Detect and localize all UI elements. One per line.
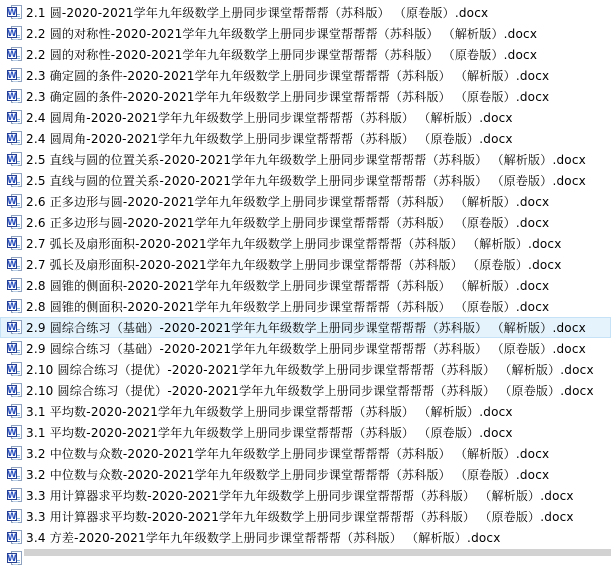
word-doc-icon (7, 299, 22, 314)
word-doc-icon (7, 110, 22, 125)
file-name: 2.2 圆的对称性-2020-2021学年九年级数学上册同步课堂帮帮帮（苏科版） （原卷版）.docx (26, 48, 538, 62)
word-doc-icon (7, 320, 22, 335)
file-row[interactable] (0, 506, 611, 527)
file-name: 2.2 圆的对称性-2020-2021学年九年级数学上册同步课堂帮帮帮（苏科版） （解析版）.docx (26, 27, 538, 41)
file-name: 2.9 圆综合练习（基础）-2020-2021学年九年级数学上册同步课堂帮帮帮（苏科版） （原卷版）.docx (26, 342, 586, 356)
svg-text:W: W (7, 239, 17, 249)
file-name: 2.1 圆-2020-2021学年九年级数学上册同步课堂帮帮帮（苏科版） （原卷版）.docx (26, 6, 489, 20)
file-name: 2.10 圆综合练习（提优）-2020-2021学年九年级数学上册同步课堂帮帮帮（苏科版） （解析版）.docx (26, 363, 594, 377)
file-row[interactable] (0, 149, 611, 170)
svg-text:W: W (7, 470, 17, 480)
file-name: 3.4 方差-2020-2021学年九年级数学上册同步课堂帮帮帮（苏科版） （解析版）.docx (26, 531, 501, 545)
file-name: 3.2 中位数与众数-2020-2021学年九年级数学上册同步课堂帮帮帮（苏科版） （原卷版）.docx (26, 468, 550, 482)
file-name: 2.5 直线与圆的位置关系-2020-2021学年九年级数学上册同步课堂帮帮帮（苏科版） （原卷版）.docx (26, 174, 586, 188)
svg-text:W: W (7, 29, 17, 39)
word-doc-icon (7, 68, 22, 83)
file-row[interactable] (0, 254, 611, 275)
file-row[interactable] (0, 401, 611, 422)
file-row[interactable] (0, 86, 611, 107)
word-doc-icon (7, 215, 22, 230)
svg-text:W: W (7, 344, 17, 354)
word-doc-icon (7, 173, 22, 188)
svg-text:W: W (7, 491, 17, 501)
svg-text:W: W (7, 281, 17, 291)
file-name: 2.10 圆综合练习（提优）-2020-2021学年九年级数学上册同步课堂帮帮帮（苏科版） （原卷版）.docx (26, 384, 594, 398)
file-name: 2.8 圆锥的侧面积-2020-2021学年九年级数学上册同步课堂帮帮帮（苏科版） （解析版）.docx (26, 279, 550, 293)
file-name: 3.1 平均数-2020-2021学年九年级数学上册同步课堂帮帮帮（苏科版） （原卷版）.docx (26, 426, 513, 440)
file-row[interactable] (0, 65, 611, 86)
word-doc-icon (7, 278, 22, 293)
svg-text:W: W (7, 449, 17, 459)
horizontal-scrollbar[interactable] (24, 549, 611, 556)
file-row[interactable] (0, 443, 611, 464)
word-doc-icon (7, 5, 22, 20)
file-name: 2.5 直线与圆的位置关系-2020-2021学年九年级数学上册同步课堂帮帮帮（苏科版） （解析版）.docx (26, 153, 586, 167)
svg-text:W: W (7, 71, 17, 81)
file-row[interactable] (0, 296, 611, 317)
word-doc-icon (7, 383, 22, 398)
word-doc-icon (7, 446, 22, 461)
svg-text:W: W (7, 8, 17, 18)
file-row[interactable] (0, 233, 611, 254)
word-doc-icon (7, 467, 22, 482)
word-doc-icon (7, 362, 22, 377)
file-name: 2.6 正多边形与圆-2020-2021学年九年级数学上册同步课堂帮帮帮（苏科版） （原卷版）.docx (26, 216, 550, 230)
file-row[interactable] (0, 359, 611, 380)
svg-text:W: W (7, 302, 17, 312)
svg-text:W: W (7, 386, 17, 396)
svg-text:W: W (7, 533, 17, 543)
word-doc-icon (7, 425, 22, 440)
file-row[interactable] (0, 107, 611, 128)
file-row[interactable] (0, 275, 611, 296)
file-name: 3.2 中位数与众数-2020-2021学年九年级数学上册同步课堂帮帮帮（苏科版） （解析版）.docx (26, 447, 550, 461)
word-doc-icon (7, 47, 22, 62)
file-row[interactable] (0, 2, 611, 23)
file-name: 2.8 圆锥的侧面积-2020-2021学年九年级数学上册同步课堂帮帮帮（苏科版） （原卷版）.docx (26, 300, 550, 314)
word-doc-icon (7, 26, 22, 41)
file-name: 2.4 圆周角-2020-2021学年九年级数学上册同步课堂帮帮帮（苏科版） （解析版）.docx (26, 111, 513, 125)
svg-text:W: W (7, 428, 17, 438)
file-row[interactable] (0, 527, 611, 548)
file-row[interactable] (0, 422, 611, 443)
word-doc-icon (7, 551, 22, 566)
word-doc-icon (7, 152, 22, 167)
file-row[interactable] (0, 23, 611, 44)
word-doc-icon (7, 404, 22, 419)
svg-text:W: W (7, 134, 17, 144)
file-row[interactable] (0, 485, 611, 506)
svg-text:W: W (7, 365, 17, 375)
file-name: 2.3 确定圆的条件-2020-2021学年九年级数学上册同步课堂帮帮帮（苏科版） （原卷版）.docx (26, 90, 550, 104)
word-doc-icon (7, 488, 22, 503)
word-doc-icon (7, 194, 22, 209)
word-doc-icon (7, 530, 22, 545)
file-row[interactable] (0, 191, 611, 212)
file-row-selected[interactable] (0, 317, 611, 338)
file-name: 2.3 确定圆的条件-2020-2021学年九年级数学上册同步课堂帮帮帮（苏科版） （解析版）.docx (26, 69, 550, 83)
file-name: 2.6 正多边形与圆-2020-2021学年九年级数学上册同步课堂帮帮帮（苏科版） （解析版）.docx (26, 195, 550, 209)
file-row[interactable] (0, 464, 611, 485)
svg-text:W: W (7, 155, 17, 165)
word-doc-icon (7, 89, 22, 104)
file-row[interactable] (0, 170, 611, 191)
svg-text:W: W (7, 323, 17, 333)
svg-text:W: W (7, 92, 17, 102)
file-name: 3.3 用计算器求平均数-2020-2021学年九年级数学上册同步课堂帮帮帮（苏科版） （原卷版）.docx (26, 510, 574, 524)
file-name: 2.9 圆综合练习（基础）-2020-2021学年九年级数学上册同步课堂帮帮帮（苏科版） （解析版）.docx (26, 321, 586, 335)
file-name: 3.3 用计算器求平均数-2020-2021学年九年级数学上册同步课堂帮帮帮（苏科版） （解析版）.docx (26, 489, 574, 503)
file-row[interactable] (0, 212, 611, 233)
svg-text:W: W (7, 260, 17, 270)
svg-text:W: W (7, 218, 17, 228)
word-doc-icon (7, 341, 22, 356)
svg-text:W: W (7, 554, 17, 564)
svg-text:W: W (7, 50, 17, 60)
svg-text:W: W (7, 176, 17, 186)
word-doc-icon (7, 131, 22, 146)
svg-text:W: W (7, 113, 17, 123)
file-row[interactable] (0, 128, 611, 149)
file-row[interactable] (0, 44, 611, 65)
word-doc-icon (7, 509, 22, 524)
word-doc-icon (7, 236, 22, 251)
file-name: 2.4 圆周角-2020-2021学年九年级数学上册同步课堂帮帮帮（苏科版） （原卷版）.docx (26, 132, 513, 146)
file-row[interactable] (0, 338, 611, 359)
svg-text:W: W (7, 512, 17, 522)
svg-text:W: W (7, 407, 17, 417)
file-name: 3.1 平均数-2020-2021学年九年级数学上册同步课堂帮帮帮（苏科版） （解析版）.docx (26, 405, 513, 419)
file-list (0, 2, 611, 569)
file-name: 2.7 弧长及扇形面积-2020-2021学年九年级数学上册同步课堂帮帮帮（苏科版） （原卷版）.docx (26, 258, 562, 272)
word-doc-icon (7, 257, 22, 272)
file-name: 2.7 弧长及扇形面积-2020-2021学年九年级数学上册同步课堂帮帮帮（苏科版） （解析版）.docx (26, 237, 562, 251)
svg-text:W: W (7, 197, 17, 207)
file-row[interactable] (0, 380, 611, 401)
